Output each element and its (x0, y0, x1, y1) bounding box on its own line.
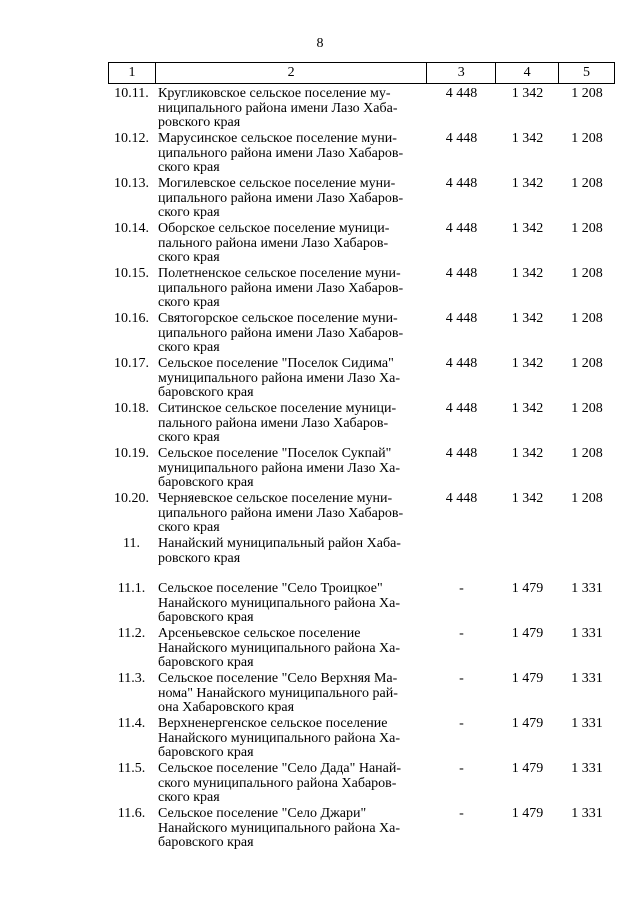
value-col-3: 4 448 (445, 311, 478, 326)
settlement-name (155, 447, 427, 492)
settlement-name-line: Нанайского муниципального района Ха- (158, 730, 401, 746)
value-col-5: 1 208 (571, 221, 603, 236)
settlement-name-line: баровского края (158, 655, 254, 670)
value-col-3: - (459, 806, 464, 821)
settlement-name-line: Марусинское сельское поселение муни- (158, 131, 397, 146)
settlement-name-line: ского муниципального района Хабаров- (158, 775, 397, 791)
row-number: 10.15. (114, 266, 149, 281)
table-row (108, 357, 615, 402)
settlement-name-line: Нанайского муниципального района Ха- (158, 595, 401, 611)
value-col-4: 1 342 (511, 311, 544, 326)
table-row (108, 762, 615, 807)
row-number: 10.17. (114, 356, 149, 371)
value-col-3: - (459, 581, 464, 596)
settlement-name-line: пального района имени Лазо Хабаров- (158, 415, 389, 431)
value-col-5: 1 331 (571, 581, 603, 596)
settlement-name-line: Верхненергенское сельское поселение (158, 716, 388, 731)
value-col-5: 1 208 (571, 311, 603, 326)
value-col-5: 1 208 (571, 401, 603, 416)
settlement-name (155, 537, 427, 582)
value-col-3: 4 448 (445, 356, 478, 371)
value-col-4: 1 342 (511, 356, 544, 371)
value-col-3 (427, 537, 496, 582)
settlement-name-line: ского края (158, 295, 220, 310)
settlement-name (155, 267, 427, 312)
settlement-name-line: ского края (158, 790, 220, 805)
settlement-name-line: Сельское поселение "Село Троицкое" (158, 581, 383, 596)
value-col-4: 1 479 (511, 716, 544, 731)
settlement-name-line: баровского края (158, 475, 254, 490)
value-col-4: 1 342 (511, 401, 544, 416)
table-row (108, 447, 615, 492)
settlement-name (155, 357, 427, 402)
row-number: 10.12. (114, 131, 149, 146)
settlement-name-line: Сельское поселение "Село Джари" (158, 806, 367, 821)
table-row (108, 582, 615, 627)
value-col-5 (559, 537, 615, 582)
settlement-name-line: баровского края (158, 385, 254, 400)
settlement-name-line: Черняевское сельское поселение муни- (158, 491, 393, 506)
column-header-table (108, 62, 615, 84)
value-col-3: - (459, 626, 464, 641)
value-col-5: 1 208 (571, 446, 603, 461)
settlement-name-line: ципального района имени Лазо Хабаров- (158, 505, 404, 521)
value-col-3: - (459, 716, 464, 731)
settlement-name-line: муниципального района имени Лазо Ха- (158, 460, 401, 476)
value-col-4: 1 479 (511, 581, 544, 596)
value-col-5: 1 208 (571, 356, 603, 371)
settlement-name-line: ровского края (158, 115, 241, 130)
settlement-name-line: нома" Нанайского муниципального рай- (158, 685, 398, 701)
column-header-3: 3 (427, 63, 496, 84)
settlement-name-line: пального района имени Лазо Хабаров- (158, 235, 389, 251)
value-col-4: 1 479 (511, 626, 544, 641)
settlement-name-line: ципального района имени Лазо Хабаров- (158, 190, 404, 206)
settlement-name-line: Оборское сельское поселение муници- (158, 221, 390, 236)
settlement-name-line: Могилевское сельское поселение муни- (158, 176, 396, 191)
row-number: 11.6. (117, 806, 146, 821)
value-col-3: - (459, 671, 464, 686)
row-number: 10.14. (114, 221, 149, 236)
settlement-name (155, 672, 427, 717)
settlement-name (155, 222, 427, 267)
settlement-name-line: муниципального района имени Лазо Ха- (158, 370, 401, 386)
settlement-name-line: Нанайского муниципального района Ха- (158, 640, 401, 656)
column-header-2: 2 (155, 63, 426, 84)
settlement-name (155, 807, 427, 852)
row-number: 11.5. (117, 761, 146, 776)
settlement-name-line: ского края (158, 250, 220, 265)
page-number: 8 (316, 36, 324, 51)
table-row (108, 402, 615, 447)
column-header-row (109, 63, 615, 84)
row-number: 10.19. (114, 446, 149, 461)
settlement-name (155, 402, 427, 447)
settlement-name (155, 627, 427, 672)
row-number: 11.4. (117, 716, 146, 731)
value-col-3: 4 448 (445, 86, 478, 101)
table-row (108, 627, 615, 672)
value-col-5: 1 208 (571, 86, 603, 101)
value-col-3: 4 448 (445, 176, 478, 191)
settlement-name (155, 492, 427, 537)
value-col-4: 1 479 (511, 761, 544, 776)
value-col-4: 1 342 (511, 86, 544, 101)
settlement-name-line: ского края (158, 160, 220, 175)
settlement-name-line: Нанайский муниципальный район Хаба- (158, 536, 401, 551)
table-row (108, 537, 615, 582)
row-number: 10.18. (114, 401, 149, 416)
value-col-5: 1 331 (571, 761, 603, 776)
row-number: 10.11. (114, 86, 149, 101)
settlement-name-line: ровского края (158, 550, 241, 566)
row-number: 11.3. (117, 671, 146, 686)
settlement-name-line: Полетненское сельское поселение муни- (158, 266, 401, 281)
value-col-3: 4 448 (445, 221, 478, 236)
value-col-4: 1 342 (511, 176, 544, 191)
value-col-5: 1 331 (571, 671, 603, 686)
table-row (108, 672, 615, 717)
table-row (108, 312, 615, 357)
table-row (108, 492, 615, 537)
settlement-name (155, 132, 427, 177)
table-row (108, 717, 615, 762)
value-col-3: - (459, 761, 464, 776)
value-col-4: 1 342 (511, 266, 544, 281)
value-col-5: 1 208 (571, 176, 603, 191)
settlement-name-line: ципального района имени Лазо Хабаров- (158, 280, 404, 296)
table-row (108, 132, 615, 177)
value-col-5: 1 208 (571, 266, 603, 281)
settlement-name-line: баровского края (158, 835, 254, 850)
settlement-name-line: Нанайского муниципального района Ха- (158, 820, 401, 836)
settlement-name (155, 87, 427, 132)
settlement-name (155, 582, 427, 627)
settlement-name-line: ского края (158, 520, 220, 535)
settlement-name (155, 177, 427, 222)
settlement-name-line: Сельское поселение "Поселок Сукпай" (158, 446, 392, 461)
value-col-4: 1 342 (511, 446, 544, 461)
settlement-name (155, 717, 427, 762)
row-number: 10.16. (114, 311, 149, 326)
value-col-3: 4 448 (445, 401, 478, 416)
settlement-name-line: Сельское поселение "Село Верхняя Ма- (158, 671, 398, 686)
value-col-5: 1 208 (571, 131, 603, 146)
value-col-3: 4 448 (445, 446, 478, 461)
settlement-name-line: баровского края (158, 745, 254, 760)
table-row (108, 222, 615, 267)
table-row (108, 87, 615, 132)
table-row (108, 807, 615, 852)
settlement-name-line: баровского края (158, 610, 254, 625)
value-col-4: 1 342 (511, 221, 544, 236)
value-col-5: 1 331 (571, 626, 603, 641)
value-col-5: 1 331 (571, 806, 603, 821)
settlement-name-line: Кругликовское сельское поселение му- (158, 86, 391, 101)
table-body (108, 87, 615, 852)
table-row (108, 177, 615, 222)
settlement-name-line: ского края (158, 430, 220, 445)
settlement-name-line: Сельское поселение "Село Дада" Нанай- (158, 761, 402, 776)
value-col-4 (496, 537, 559, 582)
column-header-1: 1 (109, 63, 156, 84)
column-header-4: 4 (496, 63, 559, 84)
settlement-name-line: она Хабаровского края (158, 700, 295, 715)
value-col-3: 4 448 (445, 131, 478, 146)
row-number: 11. (123, 536, 140, 551)
settlement-name (155, 762, 427, 807)
row-number: 10.13. (114, 176, 149, 191)
settlement-name-line: ского края (158, 340, 220, 355)
value-col-3: 4 448 (445, 266, 478, 281)
settlement-name-line: ципального района имени Лазо Хабаров- (158, 325, 404, 341)
value-col-4: 1 479 (511, 671, 544, 686)
settlement-name-line: ципального района имени Лазо Хабаров- (158, 145, 404, 161)
value-col-4: 1 342 (511, 491, 544, 506)
value-col-4: 1 479 (511, 806, 544, 821)
settlement-name-line: ниципального района имени Лазо Хаба- (158, 100, 398, 116)
settlement-name (155, 312, 427, 357)
row-number: 11.2. (117, 626, 146, 641)
value-col-5: 1 208 (571, 491, 603, 506)
settlement-name-line: Ситинское сельское поселение муници- (158, 401, 397, 416)
settlement-name-line: Сельское поселение "Поселок Сидима" (158, 356, 394, 371)
value-col-5: 1 331 (571, 716, 603, 731)
settlement-name-line: Арсеньевское сельское поселение (158, 626, 361, 641)
settlement-name-line: Святогорское сельское поселение муни- (158, 311, 398, 326)
table-row (108, 267, 615, 312)
value-col-4: 1 342 (511, 131, 544, 146)
settlement-name-line: ского края (158, 205, 220, 220)
row-number: 11.1. (117, 581, 146, 596)
row-number: 10.20. (114, 491, 149, 506)
value-col-3: 4 448 (445, 491, 478, 506)
column-header-5: 5 (559, 63, 615, 84)
